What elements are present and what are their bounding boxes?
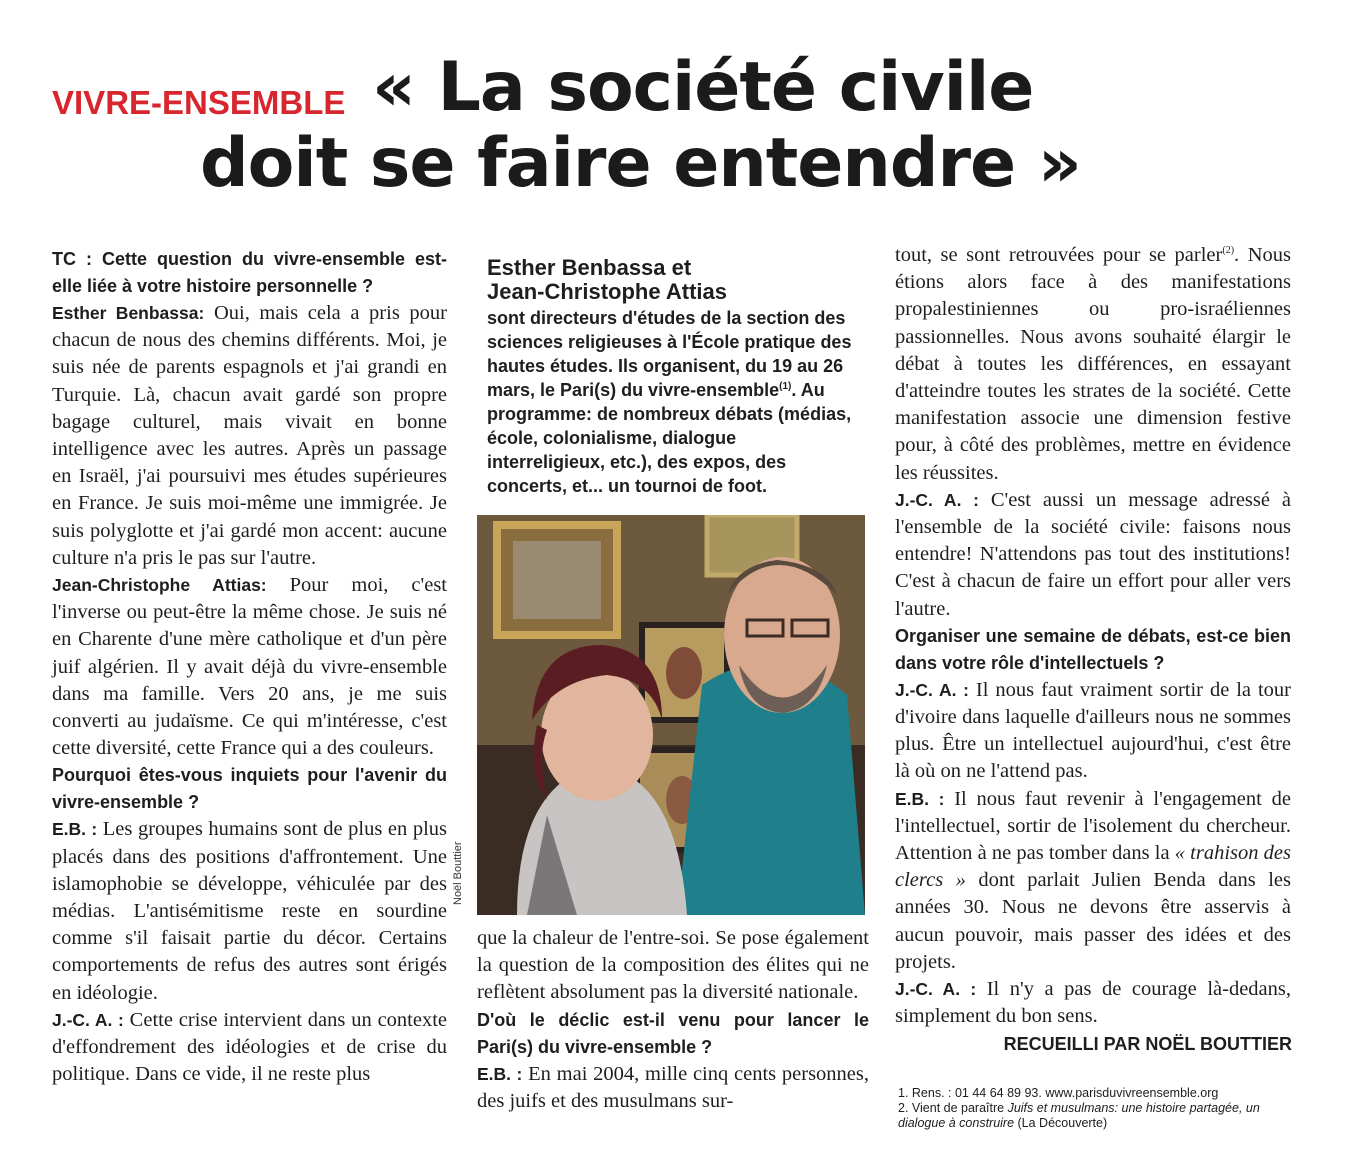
intro-text-b: . Au programme: de nombreux débats (médias, école, colonialisme, dialogue interreligieux, etc.), des expos, des concerts, et... un tournoi de foot. bbox=[487, 380, 852, 496]
answer-eb-3 bbox=[895, 786, 1291, 976]
speaker-label: Jean-Christophe Attias: bbox=[52, 575, 267, 596]
column-left bbox=[52, 246, 447, 1088]
speaker-label: J.-C. A. : bbox=[52, 1009, 124, 1030]
footnote-2-publisher: (La Découverte) bbox=[1014, 1116, 1108, 1130]
answer-text: Il nous faut revenir à l'engagement de l'intellectuel, sortir de l'isolement du chercheur. Attention à ne pas tomber dans la bbox=[895, 787, 1291, 865]
speaker-label: J.-C. A. : bbox=[895, 979, 977, 1000]
book-title: Juifs et musulmans: une histoire partagée, un dialogue à construire bbox=[898, 1101, 1260, 1130]
answer-text: Il nous faut vraiment sortir de la tour d'ivoire dans laquelle d'ailleurs nous ne sommes plus. Être un intellectuel aujourd'hui, c'est être là où on ne l'attend pas. bbox=[895, 678, 1292, 783]
answer-text: En mai 2004, mille cinq cents personnes, des juifs et des musulmans sur- bbox=[477, 1062, 869, 1112]
footnote-2 bbox=[898, 1101, 1298, 1131]
answer-text: dont parlait Julien Benda dans les années 30. Nous ne devons être asservis à aucun pouvoir, mais passer des idées et des projets. bbox=[895, 869, 1291, 973]
answer-jca-3 bbox=[895, 677, 1291, 786]
intro-box bbox=[487, 256, 859, 498]
answer-eb-2-continued bbox=[895, 242, 1291, 487]
quoted-title: « trahison des clercs » bbox=[895, 842, 1291, 892]
speaker-label: Esther Benbassa: bbox=[52, 303, 205, 323]
answer-text: Il n'y a pas de courage là-dedans, simplement du bon sens. bbox=[895, 978, 1291, 1028]
interview-photo bbox=[477, 515, 865, 915]
answer-jca-1 bbox=[52, 1007, 447, 1089]
column-middle bbox=[477, 925, 869, 1115]
question-1: TC : Cette question du vivre-ensemble est-elle liée à votre histoire personnelle ? bbox=[52, 249, 447, 296]
continuation-text: que la chaleur de l'entre-soi. Se pose également la question de la composition des élites qui ne reflètent absolument pas la diversité nationale. bbox=[477, 927, 869, 1004]
speaker-label: E.B. : bbox=[477, 1063, 523, 1084]
footnote-2-text: 2. Vient de paraître bbox=[898, 1101, 1008, 1115]
intro-names-2: Jean-Christophe Attias bbox=[487, 279, 728, 304]
byline-signature: RECUEILLI PAR NOËL BOUTTIER bbox=[1003, 1034, 1292, 1054]
answer-text: Les groupes humains sont de plus en plus placés dans des positions d'affrontement. Une islamophobie se développe, véhiculée par des médias. L'antisémitisme reste en sourdine comme s'il faisait partie du décor. Certains comportements de refus des autres sont érigés en idéologie. bbox=[52, 818, 447, 1004]
speaker-label: J.-C. A. : bbox=[895, 679, 969, 700]
photo-illustration bbox=[477, 515, 865, 915]
question-4: Organiser une semaine de débats, est-ce bien dans votre rôle d'intellectuels ? bbox=[895, 625, 1291, 673]
speaker-label: J.-C. A. : bbox=[895, 489, 979, 510]
speaker-label: E.B. : bbox=[895, 788, 945, 809]
photo-credit: Noël Bouttier bbox=[452, 841, 464, 905]
question-3: D'où le déclic est-il venu pour lancer le Pari(s) du vivre-ensemble ? bbox=[477, 1009, 869, 1057]
intro-text bbox=[487, 306, 859, 498]
headline-line-2: doit se faire entendre » bbox=[200, 124, 1081, 203]
footnote-ref-2: (2) bbox=[1222, 245, 1235, 257]
question-2: Pourquoi êtes-vous inquiets pour l'avenir du vivre-ensemble ? bbox=[52, 765, 447, 813]
answer-text: tout, se sont retrouvées pour se parler bbox=[895, 244, 1223, 266]
answer-text: . Nous étions alors face à des manifestations propalestiniennes ou pro-israéliennes passionnelles. Nous avons souhaité élargir le débat à toutes les différences, en essayant d'atteindre toutes les strates de la société. Cette manifestation associe une dimension festive pour, à côté des problèmes, mettre en évidence les réussites. bbox=[895, 244, 1291, 484]
intro-text-a: sont directeurs d'études de la section des sciences religieuses à l'École pratique des hautes études. Ils organisent, du 19 au 26 mars, le Pari(s) du vivre-ensemble bbox=[487, 308, 852, 400]
footnote-1: 1. Rens. : 01 44 64 89 93. www.parisduvivreensemble.org bbox=[898, 1086, 1219, 1100]
column-right bbox=[895, 242, 1291, 1030]
footnote-ref-1: (1) bbox=[779, 381, 792, 392]
answer-text: Oui, mais cela a pris pour chacun de nous des chemins différents. Moi, je suis née de parents espagnols et j'ai grandi en Turquie. Là, chacun avait gardé son propre bagage culturel, mais vivait en bonne intelligence avec les autres. Après un passage en Israël, j'ai poursuivi mes études supérieures en France. Je suis moi-même une immigrée. Je suis polyglotte et j'ai gardé mon accent: aucune culture n'a pris le pas sur l'autre. bbox=[52, 302, 447, 569]
answer-text: Pour moi, c'est l'inverse ou peut-être la même chose. Je suis né en Charente d'une mère catholique et d'un père juif algérien. Il y avait déjà du vivre-ensemble dans ma famille. Vers 20 ans, je me suis converti au judaïsme. Ce qui m'intéresse, c'est cette diversité, cette France qui a des couleurs. bbox=[52, 574, 447, 760]
answer-text: C'est aussi un message adressé à l'ensemble de la société civile: faisons nous entendre! N'attendons pas tout des institutions! C'est à chacun de faire un effort pour aller vers l'autre. bbox=[895, 488, 1292, 620]
speaker-label: E.B. : bbox=[52, 819, 98, 840]
answer-jc-1 bbox=[52, 572, 447, 762]
answer-jca-2 bbox=[895, 487, 1291, 623]
answer-esther-1 bbox=[52, 300, 447, 572]
answer-eb-2 bbox=[477, 1061, 869, 1115]
answer-text: Cette crise intervient dans un contexte d'effondrement des idéologies et de crise du politique. Dans ce vide, il ne reste plus bbox=[52, 1008, 448, 1086]
intro-names-1: Esther Benbassa et bbox=[487, 255, 692, 280]
headline-line-1: « La société civile bbox=[372, 48, 1034, 127]
section-rubric: VIVRE-ENSEMBLE bbox=[52, 84, 346, 121]
answer-eb-1 bbox=[52, 816, 447, 1006]
footnotes bbox=[898, 1086, 1298, 1131]
answer-jca-4 bbox=[895, 976, 1291, 1030]
